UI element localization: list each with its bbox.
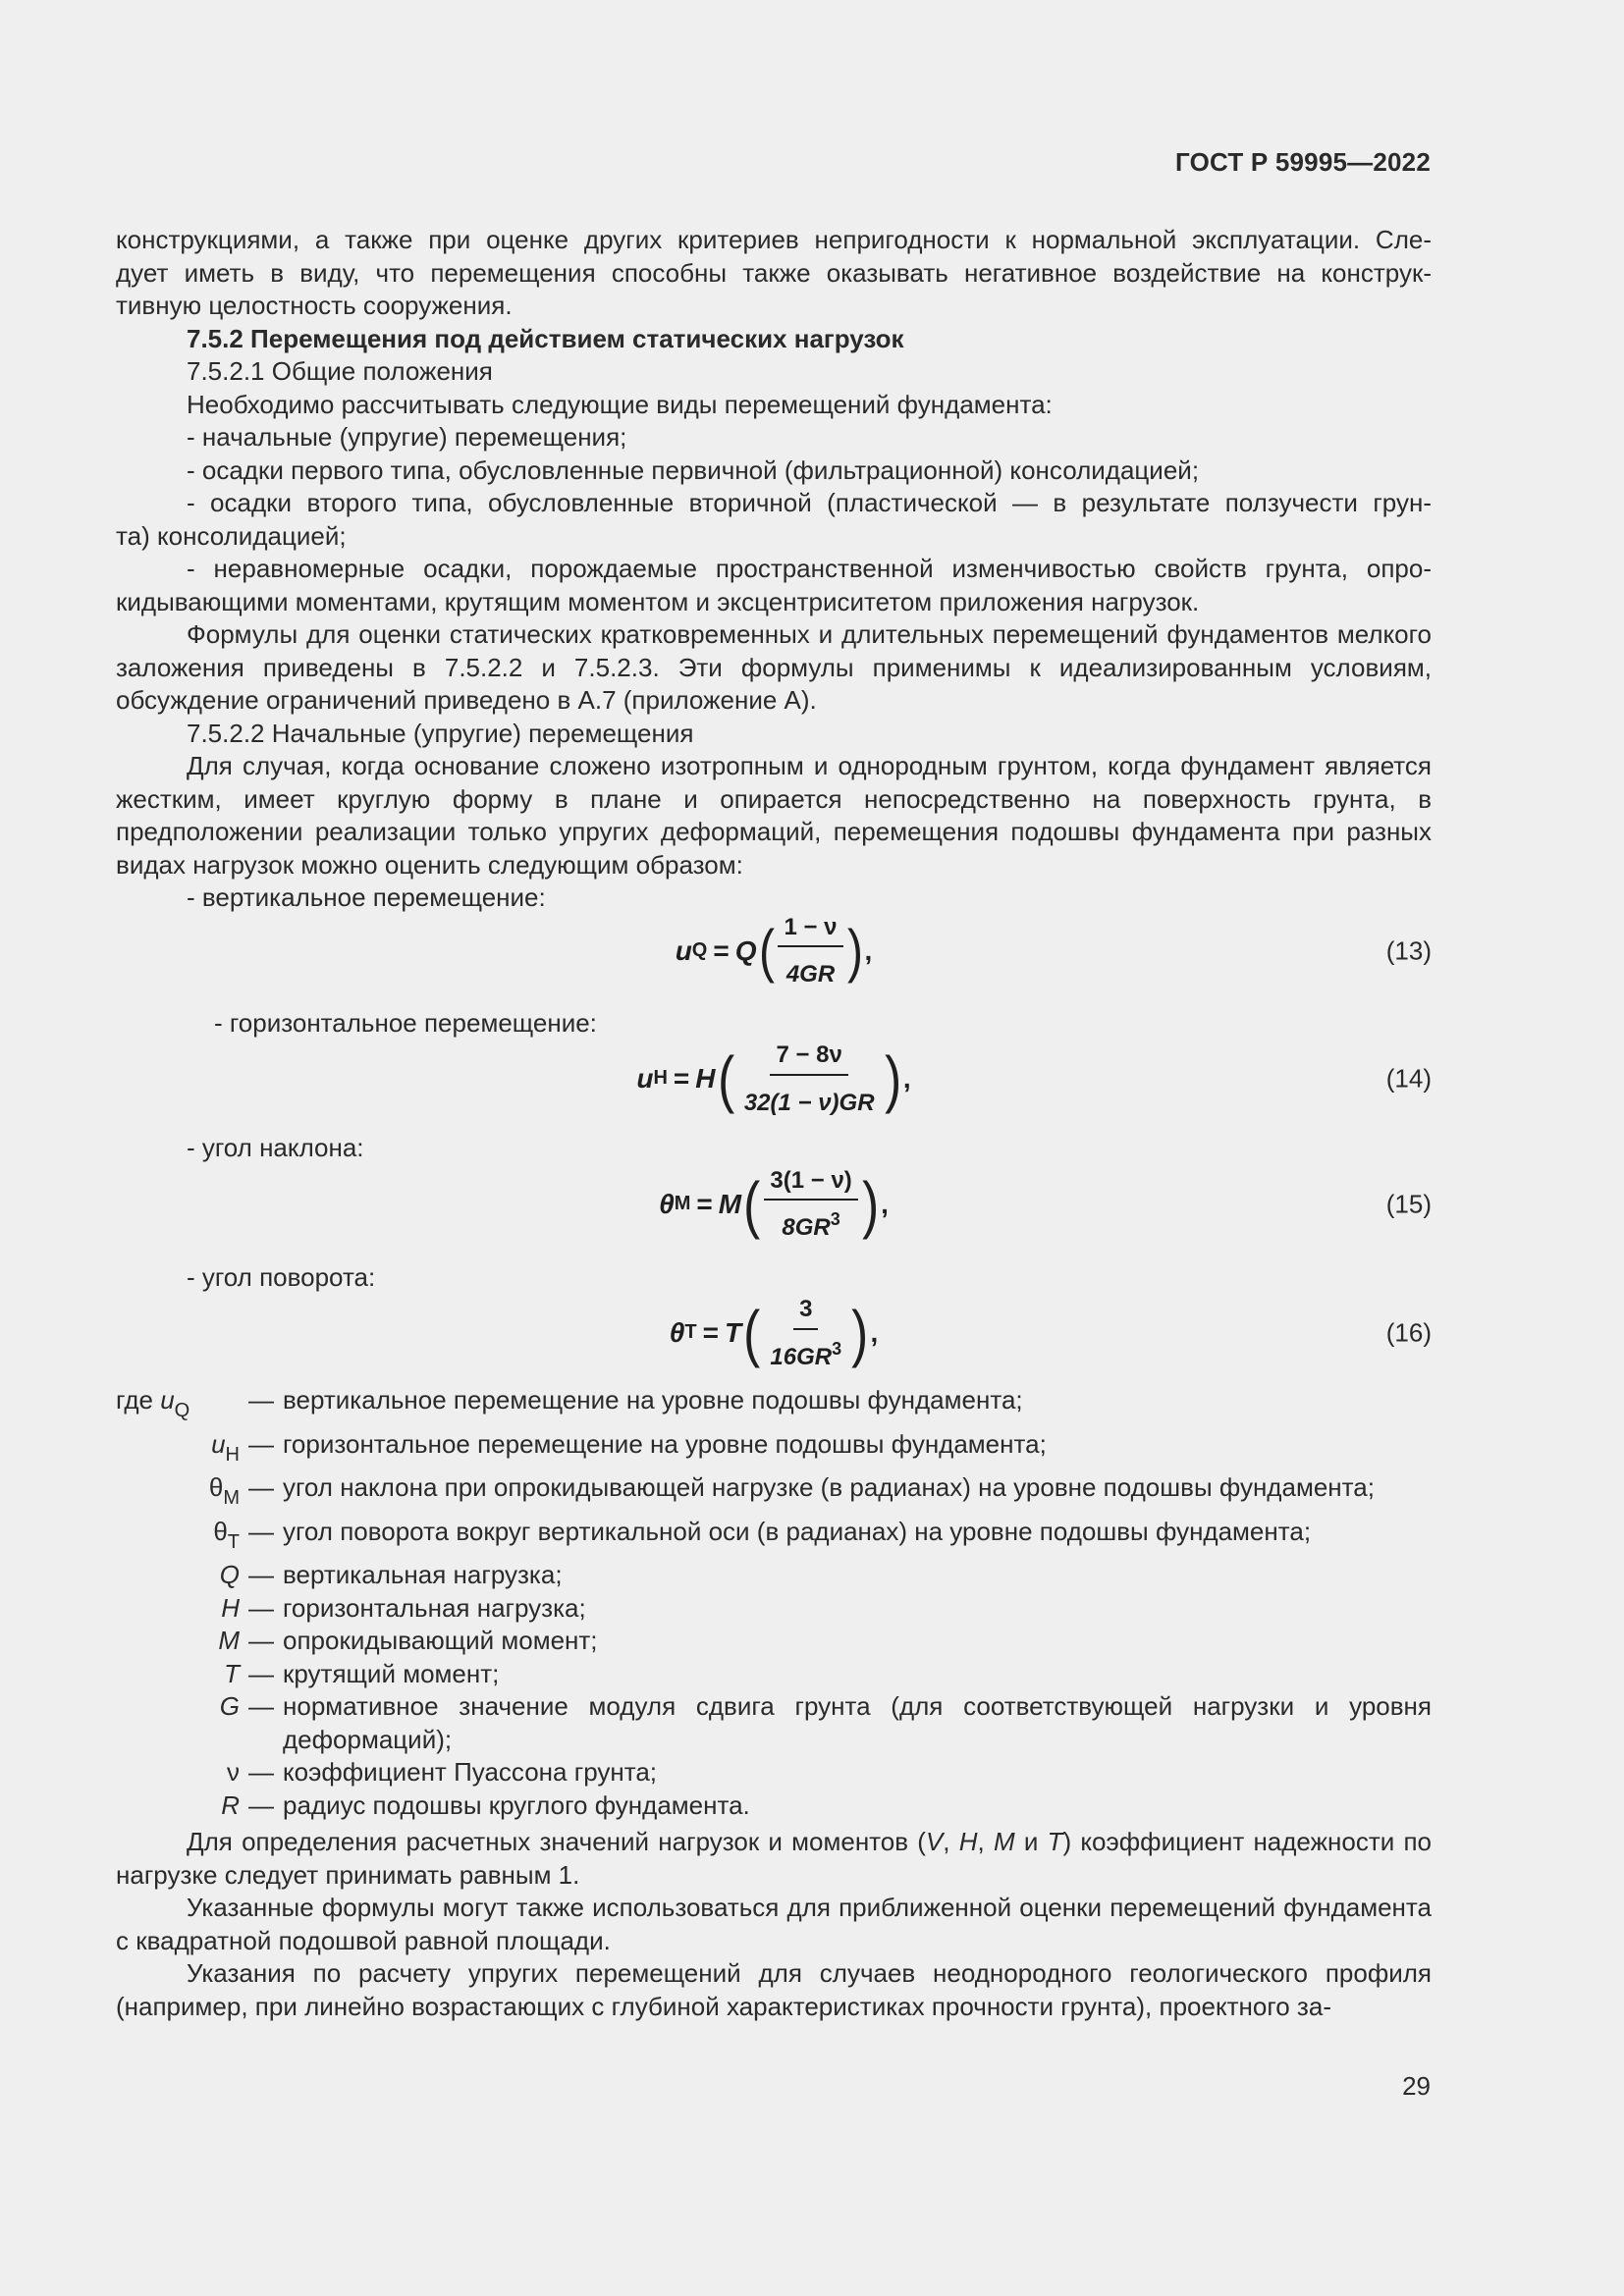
intro-line-2: дует иметь в виду, что перемещения способны также оказывать негативное воздействие на конструк- [116, 257, 1432, 288]
legend-row: $u_H$ — горизонтальное перемещение на уровне подошвы фундамента; [211, 1428, 1047, 1466]
closing-paragraph-1: Для определения расчетных значений нагрузок и моментов (V, H, M и T) коэффициент надежности по нагрузке следует принимать равным 1. [116, 1827, 1432, 1890]
formula-label: - горизонтальное перемещение: [214, 1007, 597, 1038]
legend-row: ν — коэффициент Пуассона грунта; [227, 1757, 658, 1787]
legend-row: Q — вертикальная нагрузка; [219, 1560, 563, 1589]
case-paragraph: Для случая, когда основание сложено изотропным и однородным грунтом, когда фундамент является жестким, имеет круглую форму в плане и опирается непосредственно на поверхность грунта, в предположении реализации только упругих деформаций, перемещения подошвы фундамента при разных видах нагрузок можно оценить следующим образом: [116, 751, 1432, 880]
standard-header: ГОСТ Р 59995—2022 [1175, 147, 1431, 177]
equation-number: (15) [1385, 1188, 1432, 1218]
equation-number: (14) [1385, 1063, 1432, 1094]
intro-line-3: тивную целостность сооружения. [116, 291, 513, 320]
closing-paragraph-2: Указанные формулы могут также использоваться для приближенной оценки перемещений фундамента с квадратной подошвой равной площади. [116, 1893, 1432, 1955]
symbol-legend [116, 1384, 1432, 1822]
formula-expression: u Q = Q ( $\frac{1 - \nu}{4GR}$ ) , [676, 911, 873, 991]
formula-expression: θ T = T ( $\frac{3}{16GR^3}$ ) , [670, 1293, 878, 1373]
list-item: - осадки первого типа, обусловленные первичной (фильтрационной) консолидацией; [187, 454, 1200, 485]
list-item-continued: та) консолидацией; [116, 520, 347, 551]
formula-label: - угол поворота: [187, 1261, 376, 1292]
formula-16 [116, 1294, 1432, 1372]
formula-label: - угол наклона: [187, 1133, 364, 1162]
list-item: - неравномерные осадки, порождаемые пространственной изменчивостью свойств грунта, опро- [187, 554, 1432, 583]
list-item: - осадки второго типа, обусловленные вторичной (пластической — в результате ползучести грун- [187, 488, 1432, 517]
subsection-general: 7.5.2.1 Общие положения [187, 356, 493, 386]
closing-paragraph-3: Указания по расчету упругих перемещений для случаев неоднородного геологического профиля (например, при линейно возрастающих с глубиной характеристиках прочности грунта), проектного за- [116, 1958, 1432, 2021]
legend-row: $\theta_T$ — угол поворота вокруг вертикальной оси (в радианах) на уровне подошвы фундамента; [213, 1516, 1312, 1553]
equation-number: (13) [1385, 934, 1432, 965]
equation-number: (16) [1385, 1317, 1432, 1348]
legend-row: R — радиус подошвы круглого фундамента. [221, 1789, 750, 1820]
formula-expression: θ M = M ( $\frac{3(1 - \nu)}{8GR^3}$ ) , [659, 1164, 889, 1245]
list-item-continued: кидывающими моментами, крутящим моментом и эксцентриситетом приложения нагрузок. [116, 586, 1200, 616]
legend-row: где $u_Q$ — вертикальное перемещение на уровне подошвы фундамента; [116, 1385, 1023, 1421]
list-item: - начальные (упругие) перемещения; [187, 422, 627, 452]
formula-label: - вертикальное перемещение: [187, 882, 546, 912]
section-heading: 7.5.2 Перемещения под действием статических нагрузок [187, 323, 904, 353]
formula-15 [116, 1165, 1432, 1244]
legend-row: $\theta_M$ — угол наклона при опрокидывающей нагрузке (в радианах) на уровне подошвы фундамента; [208, 1472, 1375, 1509]
formulas-note-paragraph: Формулы для оценки статических кратковременных и длительных перемещений фундаментов мелкого заложения приведены в 7.5.2.2 и 7.5.2.3. Эти формулы применимы к идеализированным условиям, обсуждение ограничений приведено в А.7 (приложение А). [116, 619, 1432, 715]
body-text [116, 224, 1432, 2023]
formula-expression: u H = H ( $\frac{7 - 8\nu}{32(1 - \nu)GR}$ ) , [636, 1039, 910, 1119]
legend-row: H — горизонтальная нагрузка; [221, 1592, 586, 1623]
legend-row: M — опрокидывающий момент; [218, 1626, 598, 1655]
legend-row: T — крутящий момент; [224, 1658, 500, 1688]
list-lead: Необходимо рассчитывать следующие виды перемещений фундамента: [187, 389, 1053, 419]
subsection-initial-displacements: 7.5.2.2 Начальные (упругие) перемещения [187, 718, 694, 748]
page-number: 29 [1402, 2071, 1431, 2101]
formula-13 [116, 915, 1432, 988]
intro-line-1: конструкциями, а также при оценке других критериев непригодности к нормальной эксплуатации. Сле- [116, 225, 1432, 254]
formula-14 [116, 1040, 1432, 1118]
legend-row: G — нормативное значение модуля сдвига грунта (для соответствующей нагрузки и уровня деформаций); [219, 1691, 1432, 1754]
